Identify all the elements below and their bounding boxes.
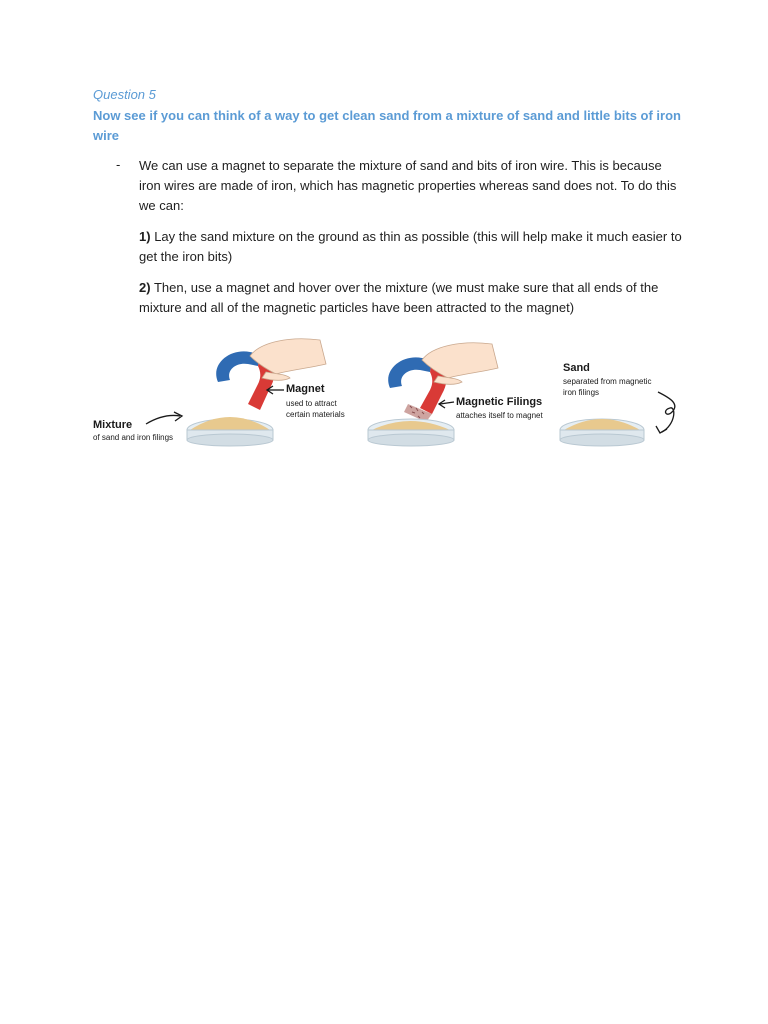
step-2-number: 2) xyxy=(139,280,151,295)
magnet-subtitle-2: certain materials xyxy=(286,410,345,419)
answer-intro: We can use a magnet to separate the mixture of sand and bits of iron wire. This is because iron wires are made of iron, which has magnetic properties whereas sand does not. To do this we can: xyxy=(139,158,677,213)
mixture-arrow-icon xyxy=(146,415,180,424)
magnet-separation-illustration xyxy=(90,334,690,458)
answer-bullet: - xyxy=(116,157,121,172)
step-2-text: Then, use a magnet and hover over the mixture (we must make sure that all ends of the mixture and all of the magnetic particles have been attracted to the magnet) xyxy=(139,280,659,315)
dish-3-icon xyxy=(560,419,644,446)
question-label: Question 5 xyxy=(93,87,156,102)
dish-1-icon xyxy=(187,417,273,446)
dish-2-icon xyxy=(368,419,454,446)
magnet-title: Magnet xyxy=(286,383,325,395)
step-1-number: 1) xyxy=(139,229,151,244)
illustration-svg xyxy=(90,334,690,458)
filings-title: Magnetic Filings xyxy=(456,396,543,408)
mixture-subtitle: of sand and iron filings xyxy=(93,433,174,442)
mixture-title: Mixture xyxy=(93,419,133,431)
sand-arrow-icon xyxy=(658,392,675,432)
magnet-subtitle-1: used to attract xyxy=(286,399,337,408)
sand-title: Sand xyxy=(563,362,590,374)
question-text: Now see if you can think of a way to get clean sand from a mixture of sand and little bits of iron wire xyxy=(93,108,681,143)
filings-subtitle: attaches itself to magnet xyxy=(456,411,543,420)
sand-subtitle-2: iron filings xyxy=(563,388,600,397)
sand-subtitle-1: separated from magnetic xyxy=(563,377,652,386)
step-1 xyxy=(139,227,684,267)
step-2 xyxy=(139,278,684,318)
step-1-text: Lay the sand mixture on the ground as thin as possible (this will help make it much easier to get the iron bits) xyxy=(139,229,682,264)
